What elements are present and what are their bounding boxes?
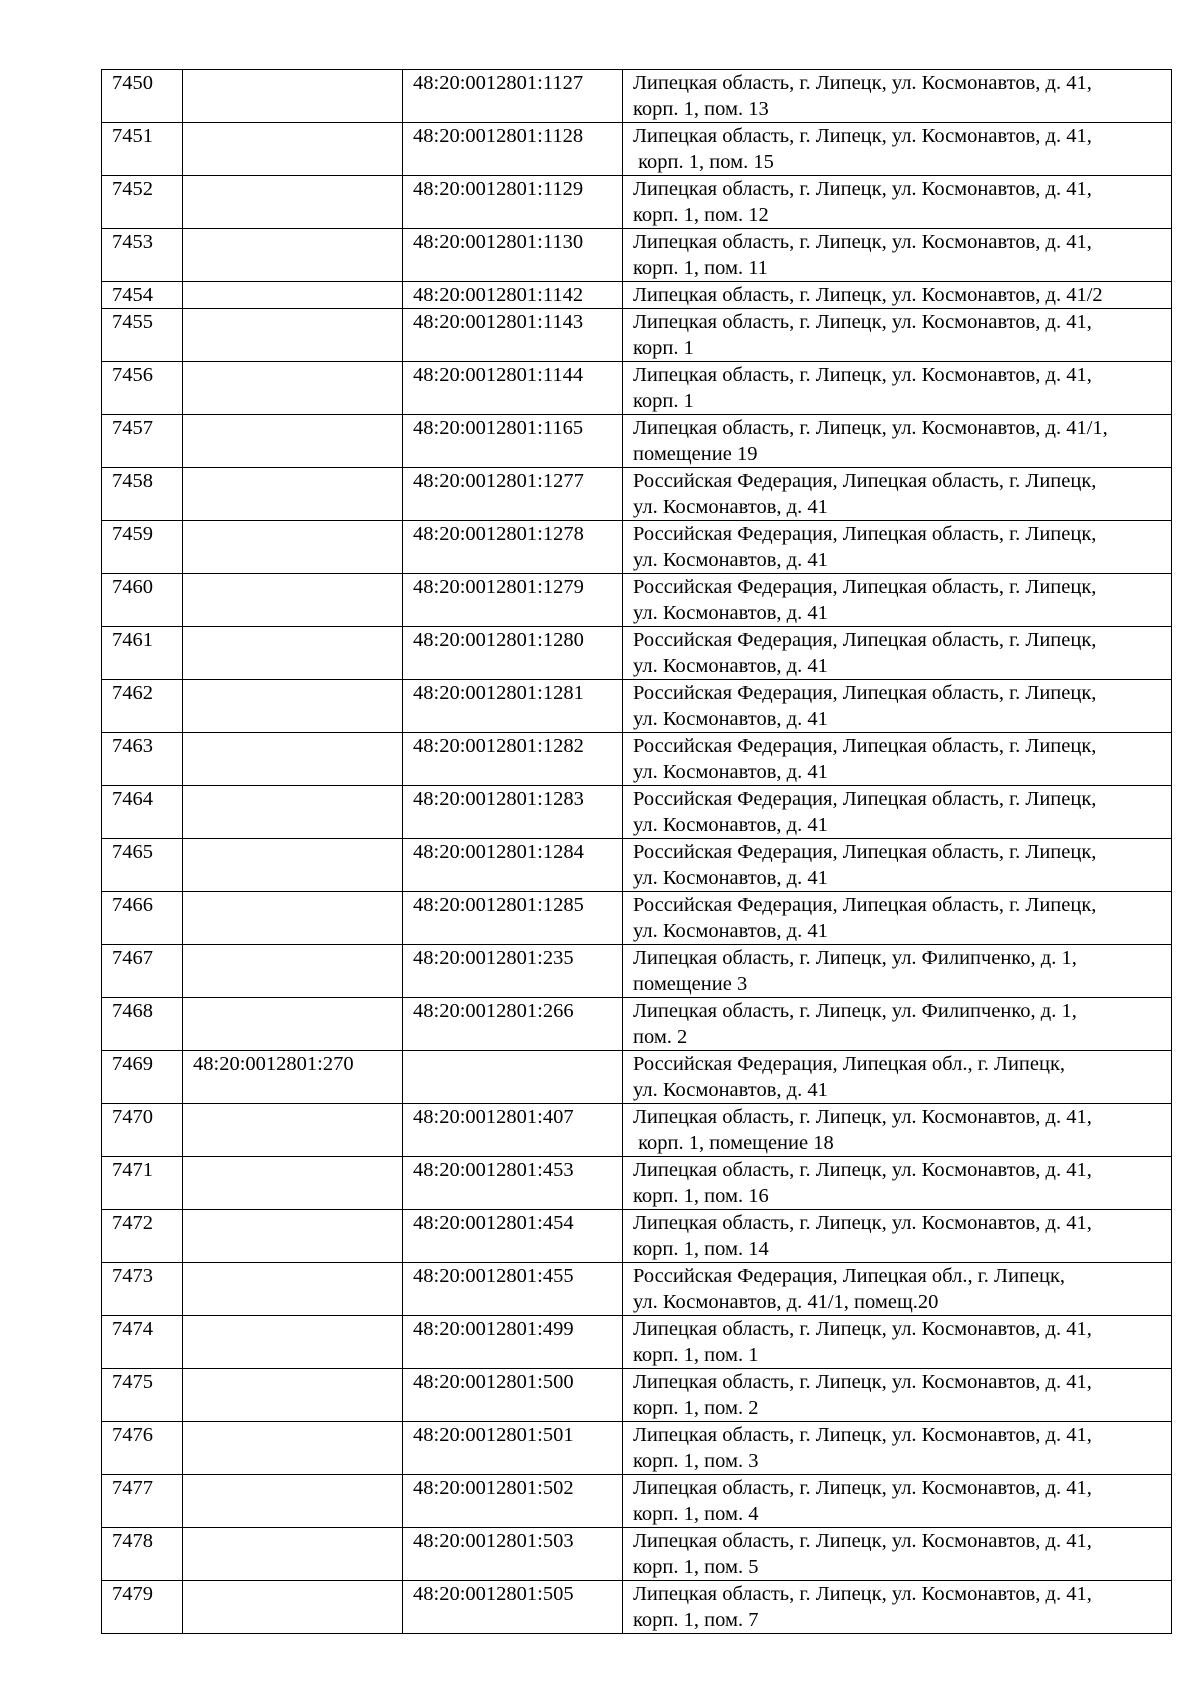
address-cell [623, 176, 1172, 229]
object-cadastral-number-cell: 48:20:0012801:1285 [403, 892, 623, 945]
address-line: Российская Федерация, Липецкая область, г. Липецк, [633, 735, 1097, 757]
address-line: Российская Федерация, Липецкая область, г. Липецк, [633, 523, 1097, 545]
row-number-cell: 7468 [102, 998, 183, 1051]
object-cadastral-number-cell: 48:20:0012801:502 [403, 1475, 623, 1528]
land-cadastral-number-cell [183, 1210, 403, 1263]
address-cell [623, 1051, 1172, 1104]
row-number-cell: 7466 [102, 892, 183, 945]
row-number-cell: 7451 [102, 123, 183, 176]
address-line: корп. 1, пом. 16 [633, 1185, 769, 1207]
land-cadastral-number-cell [183, 892, 403, 945]
table-row [102, 521, 1172, 574]
row-number-cell: 7478 [102, 1528, 183, 1581]
row-number-cell: 7463 [102, 733, 183, 786]
land-cadastral-number-cell [183, 123, 403, 176]
address-line: пом. 2 [633, 1026, 688, 1048]
land-cadastral-number-cell [183, 1104, 403, 1157]
address-line: ул. Космонавтов, д. 41 [633, 814, 828, 836]
object-cadastral-number-cell: 48:20:0012801:1129 [403, 176, 623, 229]
land-cadastral-number-cell [183, 70, 403, 123]
row-number-cell: 7462 [102, 680, 183, 733]
land-cadastral-number-cell [183, 176, 403, 229]
table-row [102, 1104, 1172, 1157]
address-line: ул. Космонавтов, д. 41/1, помещ.20 [633, 1291, 939, 1313]
address-line: Липецкая область, г. Липецк, ул. Космонавтов, д. 41, [633, 1530, 1092, 1552]
land-cadastral-number-cell [183, 1581, 403, 1634]
land-cadastral-number-cell [183, 627, 403, 680]
object-cadastral-number-cell: 48:20:0012801:1278 [403, 521, 623, 574]
address-line: ул. Космонавтов, д. 41 [633, 1079, 828, 1101]
row-number-cell: 7469 [102, 1051, 183, 1104]
address-line: Липецкая область, г. Липецк, ул. Космонавтов, д. 41, [633, 178, 1092, 200]
row-number-cell: 7465 [102, 839, 183, 892]
object-cadastral-number-cell: 48:20:0012801:1280 [403, 627, 623, 680]
address-cell [623, 1104, 1172, 1157]
table-row [102, 415, 1172, 468]
address-cell [623, 945, 1172, 998]
row-number-cell: 7475 [102, 1369, 183, 1422]
address-cell [623, 362, 1172, 415]
address-cell [623, 229, 1172, 282]
land-cadastral-number-cell [183, 1316, 403, 1369]
row-number-cell: 7467 [102, 945, 183, 998]
row-number-cell: 7476 [102, 1422, 183, 1475]
land-cadastral-number-cell [183, 362, 403, 415]
address-line: Липецкая область, г. Липецк, ул. Филипченко, д. 1, [633, 947, 1077, 969]
address-line: помещение 3 [633, 973, 748, 995]
address-cell [623, 468, 1172, 521]
address-cell [623, 1422, 1172, 1475]
row-number-cell: 7458 [102, 468, 183, 521]
address-line: корп. 1, помещение 18 [633, 1132, 834, 1154]
land-cadastral-number-cell [183, 521, 403, 574]
address-line: Российская Федерация, Липецкая область, г. Липецк, [633, 841, 1097, 863]
land-cadastral-number-cell: 48:20:0012801:270 [183, 1051, 403, 1104]
row-number-cell: 7452 [102, 176, 183, 229]
table-row [102, 309, 1172, 362]
object-cadastral-number-cell [403, 1051, 623, 1104]
address-line: Российская Федерация, Липецкая область, г. Липецк, [633, 682, 1097, 704]
address-cell [623, 574, 1172, 627]
table-row [102, 1528, 1172, 1581]
address-line: Липецкая область, г. Липецк, ул. Космонавтов, д. 41, [633, 364, 1092, 386]
table-row [102, 1369, 1172, 1422]
address-line: Липецкая область, г. Липецк, ул. Космонавтов, д. 41, [633, 1159, 1092, 1181]
land-cadastral-number-cell [183, 574, 403, 627]
land-cadastral-number-cell [183, 282, 403, 309]
address-cell [623, 1581, 1172, 1634]
object-cadastral-number-cell: 48:20:0012801:407 [403, 1104, 623, 1157]
address-line: корп. 1 [633, 337, 694, 359]
address-cell [623, 282, 1172, 309]
table-row [102, 1051, 1172, 1104]
object-cadastral-number-cell: 48:20:0012801:1128 [403, 123, 623, 176]
object-cadastral-number-cell: 48:20:0012801:1165 [403, 415, 623, 468]
object-cadastral-number-cell: 48:20:0012801:453 [403, 1157, 623, 1210]
land-cadastral-number-cell [183, 1528, 403, 1581]
address-line: Российская Федерация, Липецкая область, г. Липецк, [633, 470, 1097, 492]
registry-table [101, 69, 1172, 1634]
object-cadastral-number-cell: 48:20:0012801:1284 [403, 839, 623, 892]
row-number-cell: 7470 [102, 1104, 183, 1157]
address-line: корп. 1, пом. 3 [633, 1450, 759, 1472]
address-cell [623, 786, 1172, 839]
address-line: ул. Космонавтов, д. 41 [633, 920, 828, 942]
row-number-cell: 7477 [102, 1475, 183, 1528]
object-cadastral-number-cell: 48:20:0012801:1282 [403, 733, 623, 786]
table-row [102, 468, 1172, 521]
address-cell [623, 1528, 1172, 1581]
table-row [102, 892, 1172, 945]
address-line: корп. 1, пом. 7 [633, 1609, 759, 1631]
object-cadastral-number-cell: 48:20:0012801:501 [403, 1422, 623, 1475]
table-row [102, 123, 1172, 176]
address-cell [623, 1316, 1172, 1369]
address-line: Липецкая область, г. Липецк, ул. Космонавтов, д. 41, [633, 311, 1092, 333]
table-row [102, 839, 1172, 892]
object-cadastral-number-cell: 48:20:0012801:1277 [403, 468, 623, 521]
address-line: Липецкая область, г. Липецк, ул. Космонавтов, д. 41, [633, 125, 1092, 147]
row-number-cell: 7471 [102, 1157, 183, 1210]
address-line: ул. Космонавтов, д. 41 [633, 549, 828, 571]
object-cadastral-number-cell: 48:20:0012801:1143 [403, 309, 623, 362]
row-number-cell: 7473 [102, 1263, 183, 1316]
row-number-cell: 7450 [102, 70, 183, 123]
address-line: корп. 1, пом. 2 [633, 1397, 759, 1419]
object-cadastral-number-cell: 48:20:0012801:1283 [403, 786, 623, 839]
address-line: корп. 1, пом. 15 [633, 151, 774, 173]
object-cadastral-number-cell: 48:20:0012801:266 [403, 998, 623, 1051]
table-row [102, 1316, 1172, 1369]
table-row [102, 1475, 1172, 1528]
row-number-cell: 7454 [102, 282, 183, 309]
address-cell [623, 521, 1172, 574]
land-cadastral-number-cell [183, 468, 403, 521]
land-cadastral-number-cell [183, 839, 403, 892]
land-cadastral-number-cell [183, 1422, 403, 1475]
address-line: ул. Космонавтов, д. 41 [633, 761, 828, 783]
address-line: Липецкая область, г. Липецк, ул. Космонавтов, д. 41/1, [633, 417, 1108, 439]
table-row [102, 733, 1172, 786]
address-line: корп. 1 [633, 390, 694, 412]
address-cell [623, 70, 1172, 123]
address-line: корп. 1, пом. 11 [633, 257, 768, 279]
address-cell [623, 627, 1172, 680]
table-row [102, 1157, 1172, 1210]
address-cell [623, 733, 1172, 786]
table-row [102, 176, 1172, 229]
address-cell [623, 998, 1172, 1051]
row-number-cell: 7453 [102, 229, 183, 282]
table-row [102, 70, 1172, 123]
object-cadastral-number-cell: 48:20:0012801:235 [403, 945, 623, 998]
address-cell [623, 680, 1172, 733]
object-cadastral-number-cell: 48:20:0012801:499 [403, 1316, 623, 1369]
table-row [102, 1210, 1172, 1263]
address-line: Российская Федерация, Липецкая область, г. Липецк, [633, 576, 1097, 598]
object-cadastral-number-cell: 48:20:0012801:505 [403, 1581, 623, 1634]
address-line: корп. 1, пом. 13 [633, 98, 769, 120]
address-cell [623, 1475, 1172, 1528]
row-number-cell: 7456 [102, 362, 183, 415]
row-number-cell: 7459 [102, 521, 183, 574]
land-cadastral-number-cell [183, 733, 403, 786]
address-line: ул. Космонавтов, д. 41 [633, 655, 828, 677]
object-cadastral-number-cell: 48:20:0012801:500 [403, 1369, 623, 1422]
land-cadastral-number-cell [183, 1475, 403, 1528]
address-line: ул. Космонавтов, д. 41 [633, 867, 828, 889]
table-row [102, 574, 1172, 627]
table-row [102, 1422, 1172, 1475]
address-line: ул. Космонавтов, д. 41 [633, 708, 828, 730]
land-cadastral-number-cell [183, 786, 403, 839]
table-row [102, 362, 1172, 415]
address-line: корп. 1, пом. 1 [633, 1344, 759, 1366]
address-line: ул. Космонавтов, д. 41 [633, 496, 828, 518]
table-row [102, 1581, 1172, 1634]
object-cadastral-number-cell: 48:20:0012801:1144 [403, 362, 623, 415]
land-cadastral-number-cell [183, 1157, 403, 1210]
row-number-cell: 7472 [102, 1210, 183, 1263]
land-cadastral-number-cell [183, 945, 403, 998]
address-line: Российская Федерация, Липецкая область, г. Липецк, [633, 629, 1097, 651]
address-line: Липецкая область, г. Липецк, ул. Космонавтов, д. 41, [633, 1318, 1092, 1340]
object-cadastral-number-cell: 48:20:0012801:455 [403, 1263, 623, 1316]
row-number-cell: 7457 [102, 415, 183, 468]
land-cadastral-number-cell [183, 680, 403, 733]
address-line: корп. 1, пом. 12 [633, 204, 769, 226]
registry-table-body [102, 70, 1172, 1634]
address-cell [623, 1263, 1172, 1316]
row-number-cell: 7474 [102, 1316, 183, 1369]
address-cell [623, 309, 1172, 362]
land-cadastral-number-cell [183, 1369, 403, 1422]
land-cadastral-number-cell [183, 229, 403, 282]
address-line: помещение 19 [633, 443, 758, 465]
address-line: Российская Федерация, Липецкая обл., г. Липецк, [633, 1053, 1066, 1075]
object-cadastral-number-cell: 48:20:0012801:1142 [403, 282, 623, 309]
address-line: корп. 1, пом. 14 [633, 1238, 769, 1260]
land-cadastral-number-cell [183, 1263, 403, 1316]
address-line: Липецкая область, г. Липецк, ул. Космонавтов, д. 41, [633, 1424, 1092, 1446]
row-number-cell: 7479 [102, 1581, 183, 1634]
object-cadastral-number-cell: 48:20:0012801:1127 [403, 70, 623, 123]
address-cell [623, 839, 1172, 892]
row-number-cell: 7460 [102, 574, 183, 627]
address-cell [623, 1369, 1172, 1422]
object-cadastral-number-cell: 48:20:0012801:1281 [403, 680, 623, 733]
address-line: Российская Федерация, Липецкая область, г. Липецк, [633, 788, 1097, 810]
table-row [102, 786, 1172, 839]
address-line: Липецкая область, г. Липецк, ул. Космонавтов, д. 41, [633, 1106, 1092, 1128]
row-number-cell: 7464 [102, 786, 183, 839]
object-cadastral-number-cell: 48:20:0012801:1130 [403, 229, 623, 282]
table-row [102, 229, 1172, 282]
address-line: Липецкая область, г. Липецк, ул. Космонавтов, д. 41, [633, 1477, 1092, 1499]
address-line: корп. 1, пом. 4 [633, 1503, 759, 1525]
table-row [102, 945, 1172, 998]
address-line: Липецкая область, г. Липецк, ул. Филипченко, д. 1, [633, 1000, 1077, 1022]
table-row [102, 282, 1172, 309]
address-cell [623, 415, 1172, 468]
address-cell [623, 1210, 1172, 1263]
address-line: Липецкая область, г. Липецк, ул. Космонавтов, д. 41, [633, 1371, 1092, 1393]
row-number-cell: 7461 [102, 627, 183, 680]
land-cadastral-number-cell [183, 998, 403, 1051]
table-row [102, 1263, 1172, 1316]
land-cadastral-number-cell [183, 309, 403, 362]
land-cadastral-number-cell [183, 415, 403, 468]
object-cadastral-number-cell: 48:20:0012801:503 [403, 1528, 623, 1581]
object-cadastral-number-cell: 48:20:0012801:1279 [403, 574, 623, 627]
address-line: Липецкая область, г. Липецк, ул. Космонавтов, д. 41, [633, 72, 1092, 94]
address-line: Липецкая область, г. Липецк, ул. Космонавтов, д. 41, [633, 231, 1092, 253]
address-line: Российская Федерация, Липецкая область, г. Липецк, [633, 894, 1097, 916]
address-line: ул. Космонавтов, д. 41 [633, 602, 828, 624]
address-cell [623, 892, 1172, 945]
address-line: корп. 1, пом. 5 [633, 1556, 759, 1578]
table-row [102, 627, 1172, 680]
address-line: Липецкая область, г. Липецк, ул. Космонавтов, д. 41/2 [633, 284, 1103, 306]
address-line: Липецкая область, г. Липецк, ул. Космонавтов, д. 41, [633, 1212, 1092, 1234]
row-number-cell: 7455 [102, 309, 183, 362]
address-cell [623, 123, 1172, 176]
address-line: Липецкая область, г. Липецк, ул. Космонавтов, д. 41, [633, 1583, 1092, 1605]
table-row [102, 998, 1172, 1051]
address-line: Российская Федерация, Липецкая обл., г. Липецк, [633, 1265, 1066, 1287]
object-cadastral-number-cell: 48:20:0012801:454 [403, 1210, 623, 1263]
table-row [102, 680, 1172, 733]
address-cell [623, 1157, 1172, 1210]
